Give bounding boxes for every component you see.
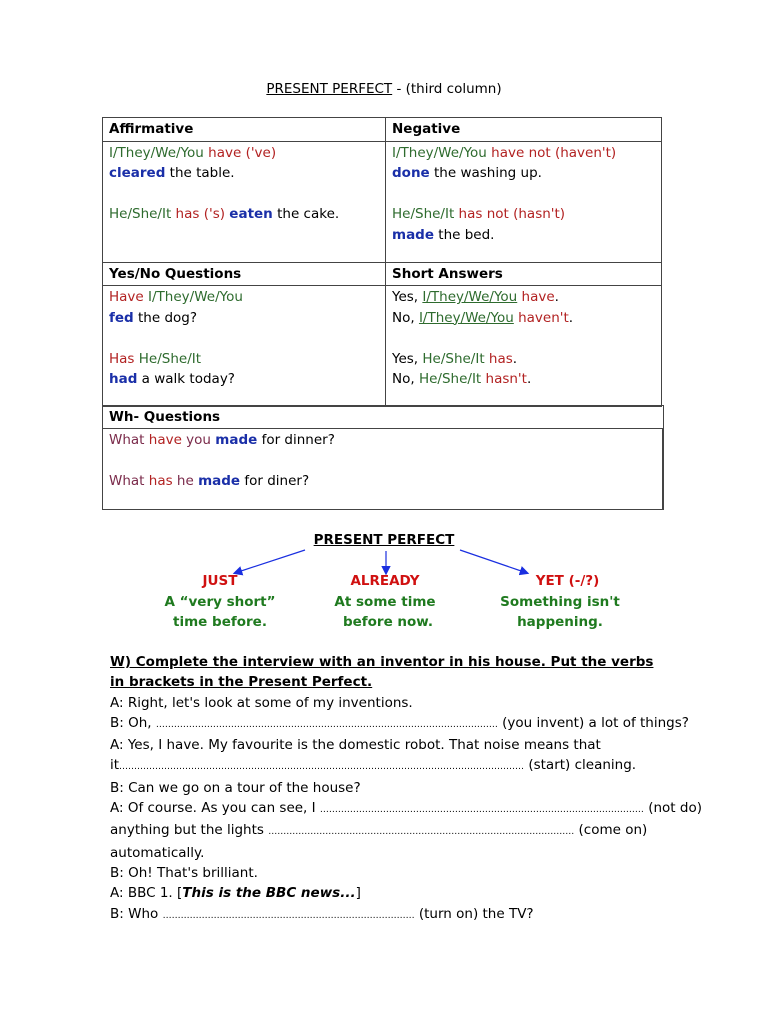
l11-end: (turn on) the TV? — [414, 905, 534, 922]
wh1-rest: for dinner? — [257, 432, 335, 448]
wh1-verb: made — [215, 432, 258, 448]
table-header-row-2 — [103, 262, 662, 286]
l2-start: B: Oh, — [110, 714, 156, 731]
q-line-3 — [109, 349, 379, 370]
sa1-no: No, — [392, 309, 419, 326]
just-head: JUST — [202, 573, 238, 589]
q1-aux: Have — [109, 289, 144, 305]
q1-subject: I/They/We/You — [148, 289, 243, 305]
neg1-verb: done — [392, 165, 430, 181]
already-head: ALREADY — [350, 573, 420, 589]
blank-start[interactable]: ……………………………………………………………………………………………………………………… — [119, 762, 525, 773]
yet-head: YET (-/?) — [535, 573, 600, 589]
title-sub: - (third column) — [392, 81, 502, 97]
l7-end: (come on) — [574, 822, 648, 839]
affirmative-cell — [103, 141, 386, 262]
wh2-rest: for diner? — [240, 473, 310, 489]
sa2-no: No, — [392, 371, 419, 387]
dialogue-line-9: B: Oh! That's brilliant. — [110, 864, 258, 881]
wh1-aux: have — [148, 432, 182, 448]
affirmative-header: Affirmative — [103, 118, 386, 142]
sa1-yes: Yes, — [392, 289, 423, 305]
dialogue-line-8: automatically. — [110, 844, 205, 861]
l10-bbc-news: This is the BBC news... — [182, 885, 356, 902]
neg2-rest: the bed. — [434, 226, 495, 243]
l6-end: (not do) — [643, 800, 702, 817]
wh2-aux: has — [148, 473, 173, 489]
sa2-aux: has — [484, 350, 513, 367]
wh-header: Wh- Questions — [103, 406, 663, 429]
q2-subject: He/She/It — [138, 350, 202, 367]
q2-verb: had — [109, 371, 138, 387]
negative-cell — [386, 141, 662, 262]
wh-line-2 — [109, 471, 656, 492]
neg1-rest: the washing up. — [429, 165, 542, 181]
dialogue-line-2 — [110, 713, 689, 735]
arrow-to-just — [235, 550, 305, 573]
l6-start: A: Of course. As you can see, I — [110, 800, 320, 817]
sa2-subject: He/She/It — [422, 350, 485, 367]
grammar-table — [102, 117, 662, 407]
aff-line-2 — [109, 163, 379, 184]
dialogue-line-11 — [110, 904, 670, 926]
q2-aux: Has — [109, 350, 135, 367]
aff2-aux: has ('s) — [171, 206, 225, 222]
neg-line-3 — [392, 204, 655, 225]
wh1-what: What — [109, 432, 149, 448]
yet-line-2: happening. — [517, 614, 603, 630]
l10-end: ] — [355, 885, 361, 902]
neg1-subject: I/They/We/You — [392, 144, 487, 161]
aff1-aux: have ('ve) — [203, 144, 277, 161]
short-answers-cell — [386, 286, 662, 407]
just-line-2: time before. — [173, 614, 267, 630]
q2-rest: a walk today? — [137, 371, 235, 387]
l7-start: anything but the lights — [110, 822, 269, 839]
blank-come-on[interactable]: ………………………………………………………………………………………… — [268, 827, 575, 838]
already-line-1: At some time — [334, 593, 436, 610]
dialogue-line-1: A: Right, let's look at some of my inventions. — [110, 694, 413, 711]
arrow-to-yet — [460, 550, 527, 573]
aff2-subject: He/She/It — [109, 206, 172, 222]
q-line-2 — [109, 308, 379, 329]
aff1-rest: the table. — [165, 165, 235, 181]
dialogue-line-3: A: Yes, I have. My favourite is the domestic robot. That noise means that — [110, 737, 601, 754]
neg2-subject: He/She/It — [392, 206, 455, 222]
dialogue-line-4 — [110, 755, 670, 777]
blank-turn-on[interactable]: ………………………………………………………………………… — [162, 910, 415, 921]
neg1-aux: have not (haven't) — [486, 144, 617, 161]
dialogue-line-6 — [110, 798, 702, 820]
dialogue-line-7 — [110, 820, 670, 842]
sa-line-2: No, I/They/We/You haven't. — [392, 309, 574, 326]
sa2-neg: hasn't — [481, 371, 527, 387]
wh-body — [103, 429, 663, 510]
aff2-verb: eaten — [229, 206, 273, 222]
q-line-4 — [109, 369, 379, 390]
wh2-subj: he — [172, 473, 199, 489]
table-row-affirmative-negative — [103, 141, 662, 262]
sa-line-1: Yes, I/They/We/You have. — [392, 289, 559, 305]
wh1-subj: you — [181, 432, 216, 448]
aff1-verb: cleared — [109, 165, 166, 181]
already-column — [310, 571, 460, 633]
wh-line-1 — [109, 430, 656, 451]
wh-questions-box — [102, 405, 664, 510]
aff2-rest: the cake. — [272, 206, 340, 222]
questions-cell — [103, 286, 386, 407]
negative-header: Negative — [386, 118, 662, 142]
sa1-subject-2: I/They/We/You — [418, 309, 514, 326]
dialogue-line-10 — [110, 883, 670, 903]
blank-you-invent[interactable]: …………………………………………………………………………………………………… — [155, 719, 498, 730]
q1-verb: fed — [109, 309, 134, 326]
table-header-row — [103, 118, 662, 142]
aff-line-1 — [109, 143, 379, 164]
neg-line-2 — [392, 163, 655, 184]
table-row-questions-answers — [103, 286, 662, 407]
just-column — [140, 571, 300, 633]
diagram-title: PRESENT PERFECT — [313, 532, 455, 548]
sa1-subject: I/They/We/You — [422, 289, 518, 305]
neg-line-4 — [392, 225, 655, 246]
wh2-what: What — [109, 473, 149, 489]
sa2-yes: Yes, — [392, 350, 423, 367]
sa1-neg: haven't — [513, 309, 569, 326]
l4-start: it — [110, 757, 120, 774]
wh2-verb: made — [198, 473, 241, 489]
title-main: PRESENT PERFECT — [266, 81, 393, 97]
l10-start: A: BBC 1. [ — [110, 885, 183, 902]
task-instruction-2: in brackets in the Present Perfect. — [110, 674, 373, 691]
sa1-aux: have — [517, 289, 555, 305]
questions-header: Yes/No Questions — [103, 262, 386, 286]
task-instruction-1: W) Complete the interview with an inventor in his house. Put the verbs — [110, 654, 654, 670]
l4-end: (start) cleaning. — [524, 757, 637, 774]
l2-end: (you invent) a lot of things? — [497, 714, 689, 731]
sa-line-3: Yes, He/She/It has. — [392, 350, 518, 367]
neg-line-1 — [392, 143, 655, 164]
l11-start: B: Who — [110, 905, 163, 922]
page-title — [0, 79, 768, 99]
q-line-1 — [109, 287, 379, 308]
sa-line-4: No, He/She/It hasn't. — [392, 371, 532, 387]
already-line-2: before now. — [342, 614, 434, 630]
sa2-subject-2: He/She/It — [418, 371, 482, 387]
yet-column — [480, 571, 640, 633]
aff1-subject: I/They/We/You — [109, 144, 204, 161]
just-line-1: A “very short” — [164, 593, 276, 610]
neg2-aux: has not (hasn't) — [454, 206, 566, 222]
neg2-verb: made — [392, 226, 434, 243]
short-answers-header: Short Answers — [386, 262, 662, 286]
exercise-section — [110, 652, 702, 926]
q1-rest: the dog? — [133, 309, 198, 326]
dialogue-line-5: B: Can we go on a tour of the house? — [110, 779, 361, 796]
yet-line-1: Something isn't — [500, 593, 620, 610]
blank-not-do[interactable]: ……………………………………………………………………………………………… — [319, 805, 644, 816]
aff-line-3 — [109, 204, 379, 225]
